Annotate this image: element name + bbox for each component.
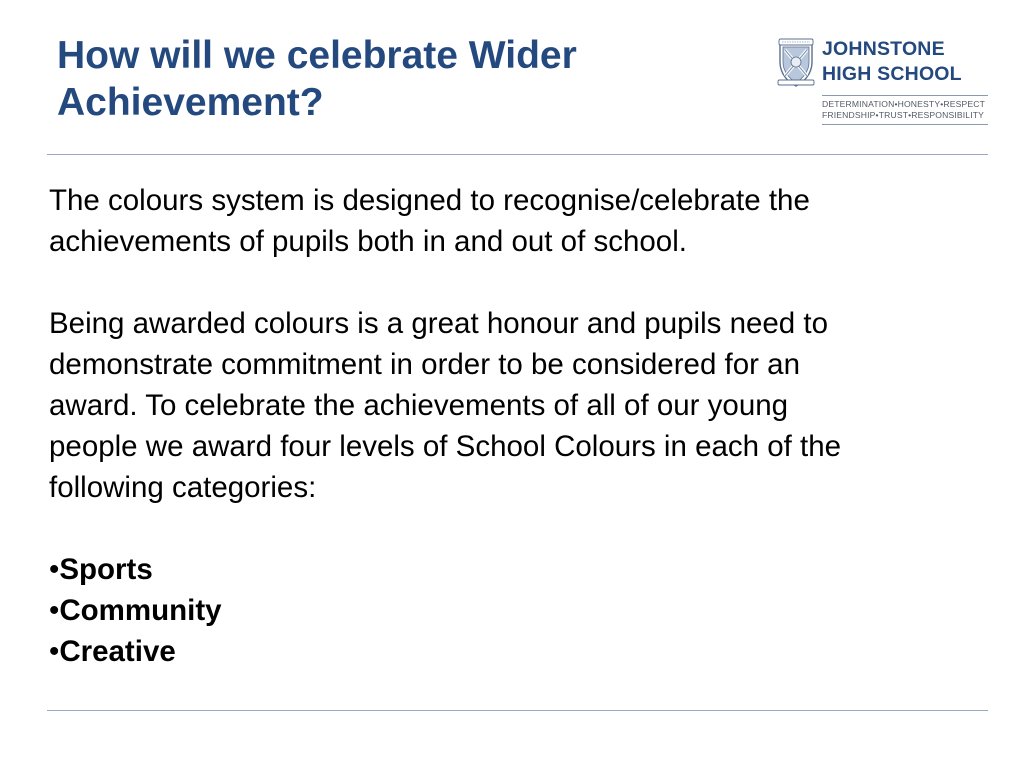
- category-item: [49, 631, 999, 672]
- logo-divider-top: [822, 95, 988, 96]
- category-list: [49, 549, 999, 672]
- bullet-marker: •: [49, 594, 60, 627]
- school-name-line-2: HIGH SCHOOL: [822, 63, 962, 85]
- intro-line: achievements of pupils both in and out of school.: [49, 225, 687, 258]
- category-community: Community: [59, 594, 222, 627]
- colours-line: people we award four levels of School Colours in each of the: [49, 430, 842, 463]
- intro-line: The colours system is designed to recognise/celebrate the: [49, 184, 810, 217]
- colours-line: following categories:: [49, 471, 317, 504]
- paragraph-spacer: [49, 508, 999, 549]
- paragraph-spacer: [49, 262, 999, 303]
- school-motto-line-2: FRIENDSHIP•TRUST•RESPONSIBILITY: [822, 110, 985, 120]
- title-line-1: How will we celebrate Wider: [57, 34, 577, 77]
- colours-paragraph: [49, 303, 999, 508]
- slide-title: [57, 32, 737, 126]
- school-name-line-1: JOHNSTONE: [822, 38, 945, 60]
- header-divider: [47, 154, 988, 155]
- category-item: [49, 590, 999, 631]
- category-creative: Creative: [59, 635, 176, 668]
- logo-divider-bottom: [822, 124, 988, 125]
- school-name: [822, 37, 962, 87]
- intro-paragraph: [49, 180, 999, 262]
- bullet-marker: •: [49, 635, 60, 668]
- colours-line: Being awarded colours is a great honour and pupils need to: [49, 307, 828, 340]
- title-line-2: Achievement?: [57, 81, 324, 124]
- school-motto: [822, 99, 985, 121]
- bullet-marker: •: [49, 553, 60, 586]
- colours-line: award. To celebrate the achievements of all of our young: [49, 389, 789, 422]
- colours-line: demonstrate commitment in order to be considered for an: [49, 348, 800, 381]
- school-motto-line-1: DETERMINATION•HONESTY•RESPECT: [822, 99, 985, 109]
- footer-divider: [47, 710, 988, 711]
- slide-body: [49, 180, 999, 672]
- school-logo: [776, 38, 990, 128]
- category-sports: Sports: [59, 553, 153, 586]
- category-item: [49, 549, 999, 590]
- school-crest-icon: [776, 38, 816, 88]
